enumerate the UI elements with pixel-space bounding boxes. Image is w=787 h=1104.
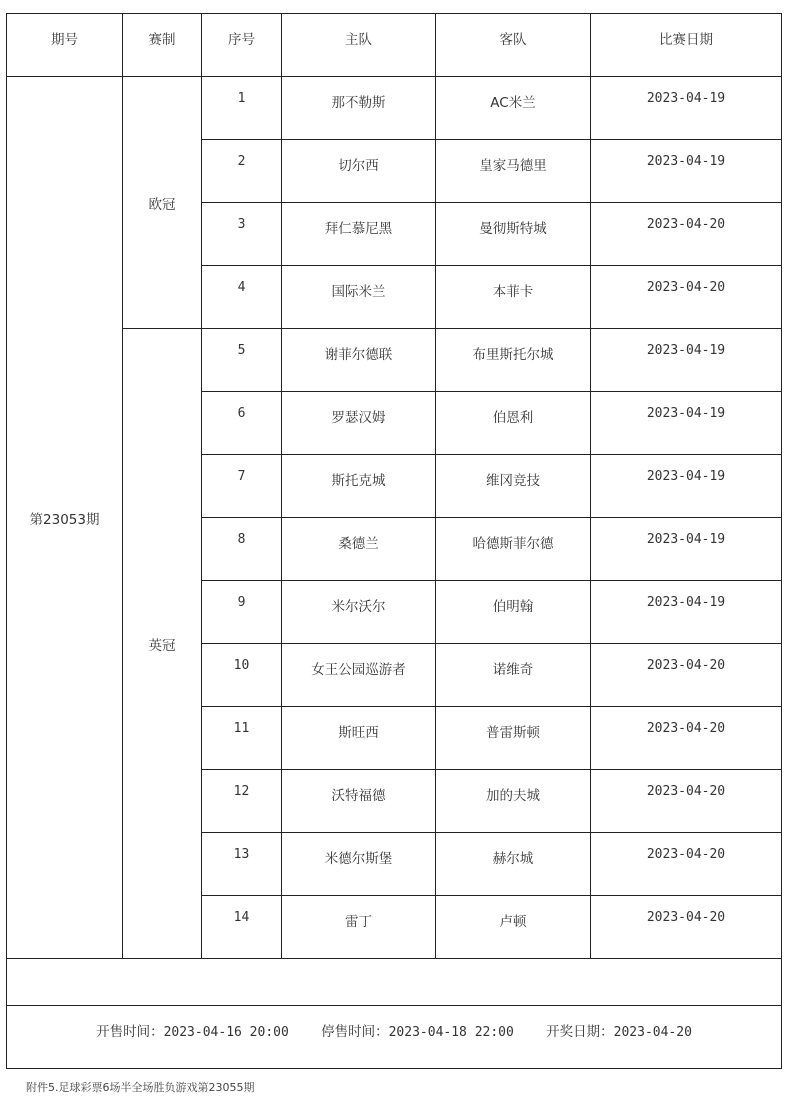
match-date-cell: 2023-04-20 [591, 203, 782, 266]
match-date-cell: 2023-04-19 [591, 518, 782, 581]
home-team-cell: 国际米兰 [282, 266, 436, 329]
sale-info-cell [7, 1006, 782, 1069]
match-date-cell: 2023-04-19 [591, 329, 782, 392]
away-team-cell: 伯恩利 [436, 392, 591, 455]
match-date-cell: 2023-04-20 [591, 770, 782, 833]
match-date-cell: 2023-04-20 [591, 644, 782, 707]
seq-cell: 5 [202, 329, 282, 392]
away-team-cell: 诺维奇 [436, 644, 591, 707]
away-team-cell: AC米兰 [436, 77, 591, 140]
format-cell: 欧冠 [123, 77, 202, 329]
home-team-cell: 沃特福德 [282, 770, 436, 833]
blank-cell [7, 959, 782, 1006]
sale-stop [321, 1020, 514, 1040]
away-team-cell: 维冈竞技 [436, 455, 591, 518]
seq-cell: 6 [202, 392, 282, 455]
away-team-cell: 伯明翰 [436, 581, 591, 644]
draw-date [546, 1020, 692, 1040]
header-home-team: 主队 [282, 14, 436, 77]
draw-date-value: 2023-04-20 [613, 1025, 692, 1040]
seq-cell: 1 [202, 77, 282, 140]
table-row [7, 77, 782, 140]
home-team-cell: 斯托克城 [282, 455, 436, 518]
sale-info-row [7, 1006, 782, 1069]
match-date-cell: 2023-04-20 [591, 833, 782, 896]
seq-cell: 14 [202, 896, 282, 959]
header-seq: 序号 [202, 14, 282, 77]
header-issue: 期号 [7, 14, 123, 77]
seq-cell: 8 [202, 518, 282, 581]
match-date-cell: 2023-04-20 [591, 707, 782, 770]
away-team-cell: 皇家马德里 [436, 140, 591, 203]
home-team-cell: 谢菲尔德联 [282, 329, 436, 392]
header-row [7, 14, 782, 77]
home-team-cell: 女王公园巡游者 [282, 644, 436, 707]
sale-stop-label: 停售时间： [321, 1024, 389, 1040]
match-date-cell: 2023-04-19 [591, 455, 782, 518]
home-team-cell: 斯旺西 [282, 707, 436, 770]
header-match-date: 比赛日期 [591, 14, 782, 77]
match-date-cell: 2023-04-19 [591, 140, 782, 203]
home-team-cell: 罗瑟汉姆 [282, 392, 436, 455]
seq-cell: 12 [202, 770, 282, 833]
away-team-cell: 加的夫城 [436, 770, 591, 833]
seq-cell: 3 [202, 203, 282, 266]
footnote: 附件5.足球彩票6场半全场胜负游戏第23055期 [26, 1081, 255, 1094]
away-team-cell: 卢顿 [436, 896, 591, 959]
table-row [7, 329, 782, 392]
match-schedule-table [6, 13, 782, 1069]
seq-cell: 11 [202, 707, 282, 770]
match-date-cell: 2023-04-20 [591, 266, 782, 329]
header-format: 赛制 [123, 14, 202, 77]
sale-start-value: 2023-04-16 20:00 [163, 1025, 289, 1040]
match-date-cell: 2023-04-20 [591, 896, 782, 959]
draw-date-label: 开奖日期： [546, 1024, 614, 1040]
sale-start [96, 1020, 289, 1040]
away-team-cell: 普雷斯顿 [436, 707, 591, 770]
home-team-cell: 桑德兰 [282, 518, 436, 581]
match-date-cell: 2023-04-19 [591, 392, 782, 455]
seq-cell: 4 [202, 266, 282, 329]
home-team-cell: 雷丁 [282, 896, 436, 959]
home-team-cell: 米德尔斯堡 [282, 833, 436, 896]
match-date-cell: 2023-04-19 [591, 581, 782, 644]
header-away-team: 客队 [436, 14, 591, 77]
match-rows [7, 77, 782, 959]
seq-cell: 2 [202, 140, 282, 203]
away-team-cell: 布里斯托尔城 [436, 329, 591, 392]
away-team-cell: 哈德斯菲尔德 [436, 518, 591, 581]
away-team-cell: 本菲卡 [436, 266, 591, 329]
seq-cell: 10 [202, 644, 282, 707]
home-team-cell: 米尔沃尔 [282, 581, 436, 644]
home-team-cell: 切尔西 [282, 140, 436, 203]
sale-start-label: 开售时间： [96, 1024, 164, 1040]
home-team-cell: 拜仁慕尼黑 [282, 203, 436, 266]
seq-cell: 7 [202, 455, 282, 518]
blank-row [7, 959, 782, 1006]
format-cell: 英冠 [123, 329, 202, 959]
away-team-cell: 曼彻斯特城 [436, 203, 591, 266]
away-team-cell: 赫尔城 [436, 833, 591, 896]
sale-stop-value: 2023-04-18 22:00 [388, 1025, 514, 1040]
home-team-cell: 那不勒斯 [282, 77, 436, 140]
issue-cell: 第23053期 [7, 77, 123, 959]
seq-cell: 9 [202, 581, 282, 644]
seq-cell: 13 [202, 833, 282, 896]
match-date-cell: 2023-04-19 [591, 77, 782, 140]
